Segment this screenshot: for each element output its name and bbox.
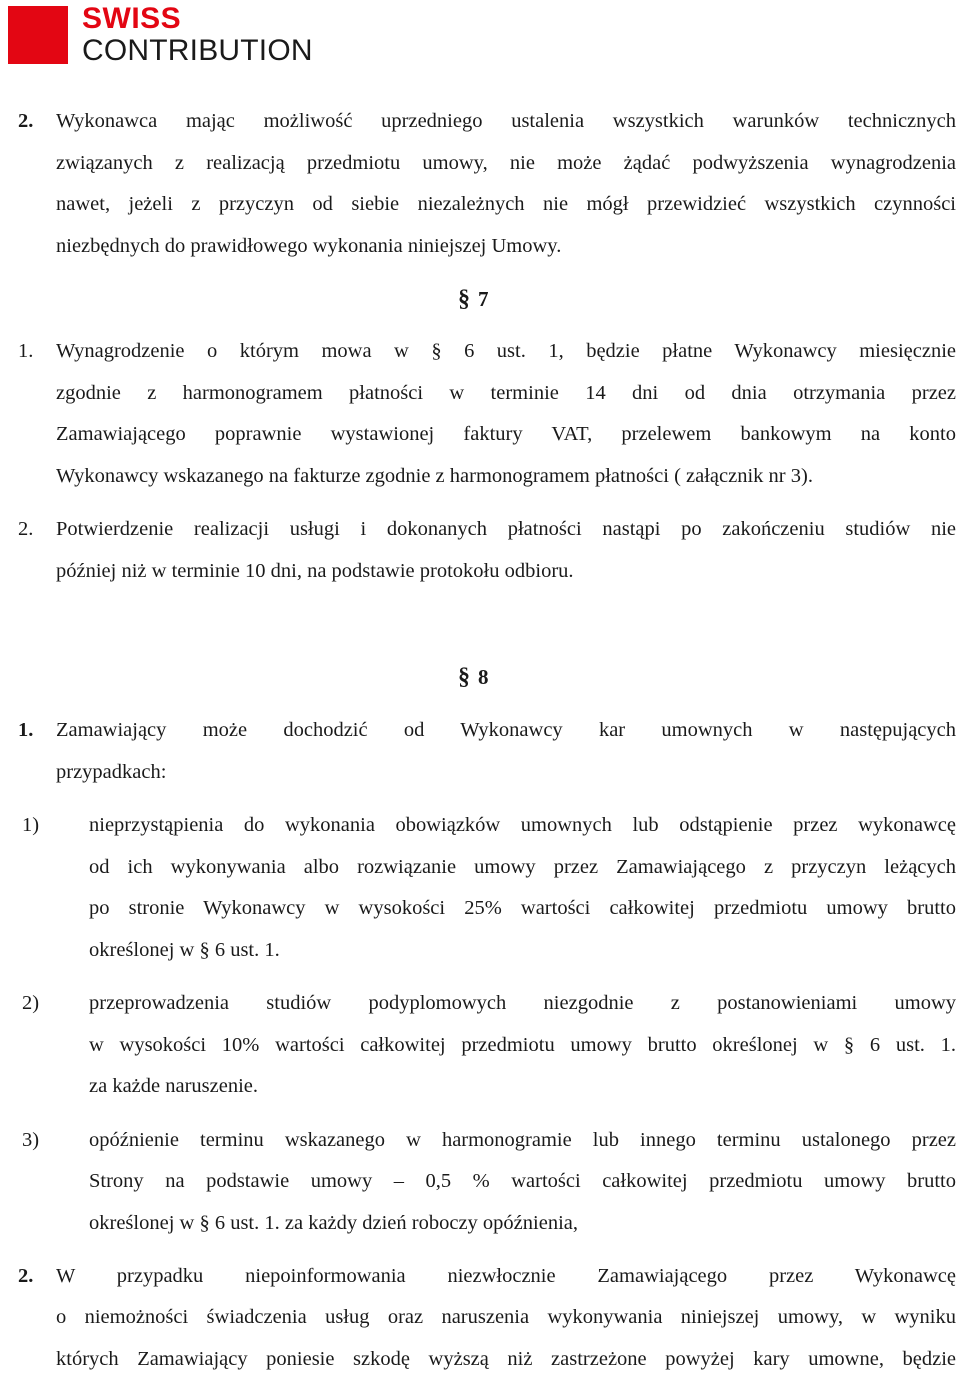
paragraph-number: 1. — [18, 719, 34, 741]
paragraph-line: związanych z realizacją przedmiotu umowy, nie może żądać podwyższenia wynagrodzenia — [56, 152, 956, 174]
list-item-label: 2) — [22, 992, 40, 1014]
logo-red-square — [8, 6, 68, 64]
section-number: 7 — [478, 287, 489, 311]
list-item-line: opóźnienie terminu wskazanego w harmonogramie lub innego terminu ustalonego przez — [89, 1129, 956, 1151]
paragraph-line: niezbędnych do prawidłowego wykonania niniejszej Umowy. — [56, 235, 562, 257]
paragraph-line: przypadkach: — [56, 761, 167, 783]
list-item-line: w wysokości 10% wartości całkowitej przedmiotu umowy brutto określonej w § 6 ust. 1. — [89, 1034, 956, 1056]
paragraph-number: 2. — [18, 518, 34, 540]
list-item-line: za każde naruszenie. — [89, 1075, 259, 1097]
paragraph-number: 1. — [18, 340, 34, 362]
paragraph-line: później niż w terminie 10 dni, na podstawie protokołu odbioru. — [56, 560, 574, 582]
section-number: 8 — [478, 665, 489, 689]
paragraph-line: Zamawiający może dochodzić od Wykonawcy kar umownych w następujących — [56, 719, 956, 741]
paragraph-line: nawet, jeżeli z przyczyn od siebie niezależnych nie mógł przewidzieć wszystkich czynności — [56, 193, 956, 215]
section-heading-8 — [458, 664, 489, 691]
logo-text-swiss: SWISS — [82, 2, 182, 35]
section-symbol: § — [458, 664, 470, 690]
list-item-line: przeprowadzenia studiów podyplomowych niezgodnie z postanowieniami umowy — [89, 992, 956, 1014]
paragraph-line: Wykonawcy wskazanego na fakturze zgodnie z harmonogramem płatności ( załącznik nr 3). — [56, 465, 813, 487]
paragraph-line: zgodnie z harmonogramem płatności w terminie 14 dni od dnia otrzymania przez — [56, 382, 956, 404]
section-heading-7 — [458, 286, 489, 313]
paragraph-line: Zamawiającego poprawnie wystawionej faktury VAT, przelewem bankowym na konto — [56, 423, 956, 445]
paragraph-line: których Zamawiający poniesie szkodę wyższą niż zastrzeżone powyżej kary umowne, będzie — [56, 1348, 956, 1370]
paragraph-line: Wykonawca mając możliwość uprzedniego ustalenia wszystkich warunków technicznych — [56, 110, 956, 132]
list-item-line: po stronie Wykonawcy w wysokości 25% wartości całkowitej przedmiotu umowy brutto — [89, 897, 956, 919]
section-symbol: § — [458, 286, 470, 312]
swiss-cross-icon — [8, 6, 68, 64]
list-item-line: określonej w § 6 ust. 1. za każdy dzień roboczy opóźnienia, — [89, 1212, 578, 1234]
list-item-line: określonej w § 6 ust. 1. — [89, 939, 280, 961]
list-item-line: Strony na podstawie umowy – 0,5 % wartości całkowitej przedmiotu umowy brutto — [89, 1170, 956, 1192]
list-item-line: od ich wykonywania albo rozwiązanie umowy przez Zamawiającego z przyczyn leżących — [89, 856, 956, 878]
paragraph-line: W przypadku niepoinformowania niezwłocznie Zamawiającego przez Wykonawcę — [56, 1265, 956, 1287]
paragraph-line: o niemożności świadczenia usług oraz naruszenia wykonywania niniejszej umowy, w wyniku — [56, 1306, 956, 1328]
list-item-line: nieprzystąpienia do wykonania obowiązków umownych lub odstąpienie przez wykonawcę — [89, 814, 956, 836]
list-item-label: 3) — [22, 1129, 40, 1151]
paragraph-number: 2. — [18, 1265, 34, 1287]
paragraph-line: Wynagrodzenie o którym mowa w § 6 ust. 1, będzie płatne Wykonawcy miesięcznie — [56, 340, 956, 362]
list-item-label: 1) — [22, 814, 40, 836]
logo-text-contribution: CONTRIBUTION — [82, 34, 313, 67]
paragraph-line: Potwierdzenie realizacji usługi i dokonanych płatności nastąpi po zakończeniu studiów nie — [56, 518, 956, 540]
paragraph-number: 2. — [18, 110, 34, 132]
